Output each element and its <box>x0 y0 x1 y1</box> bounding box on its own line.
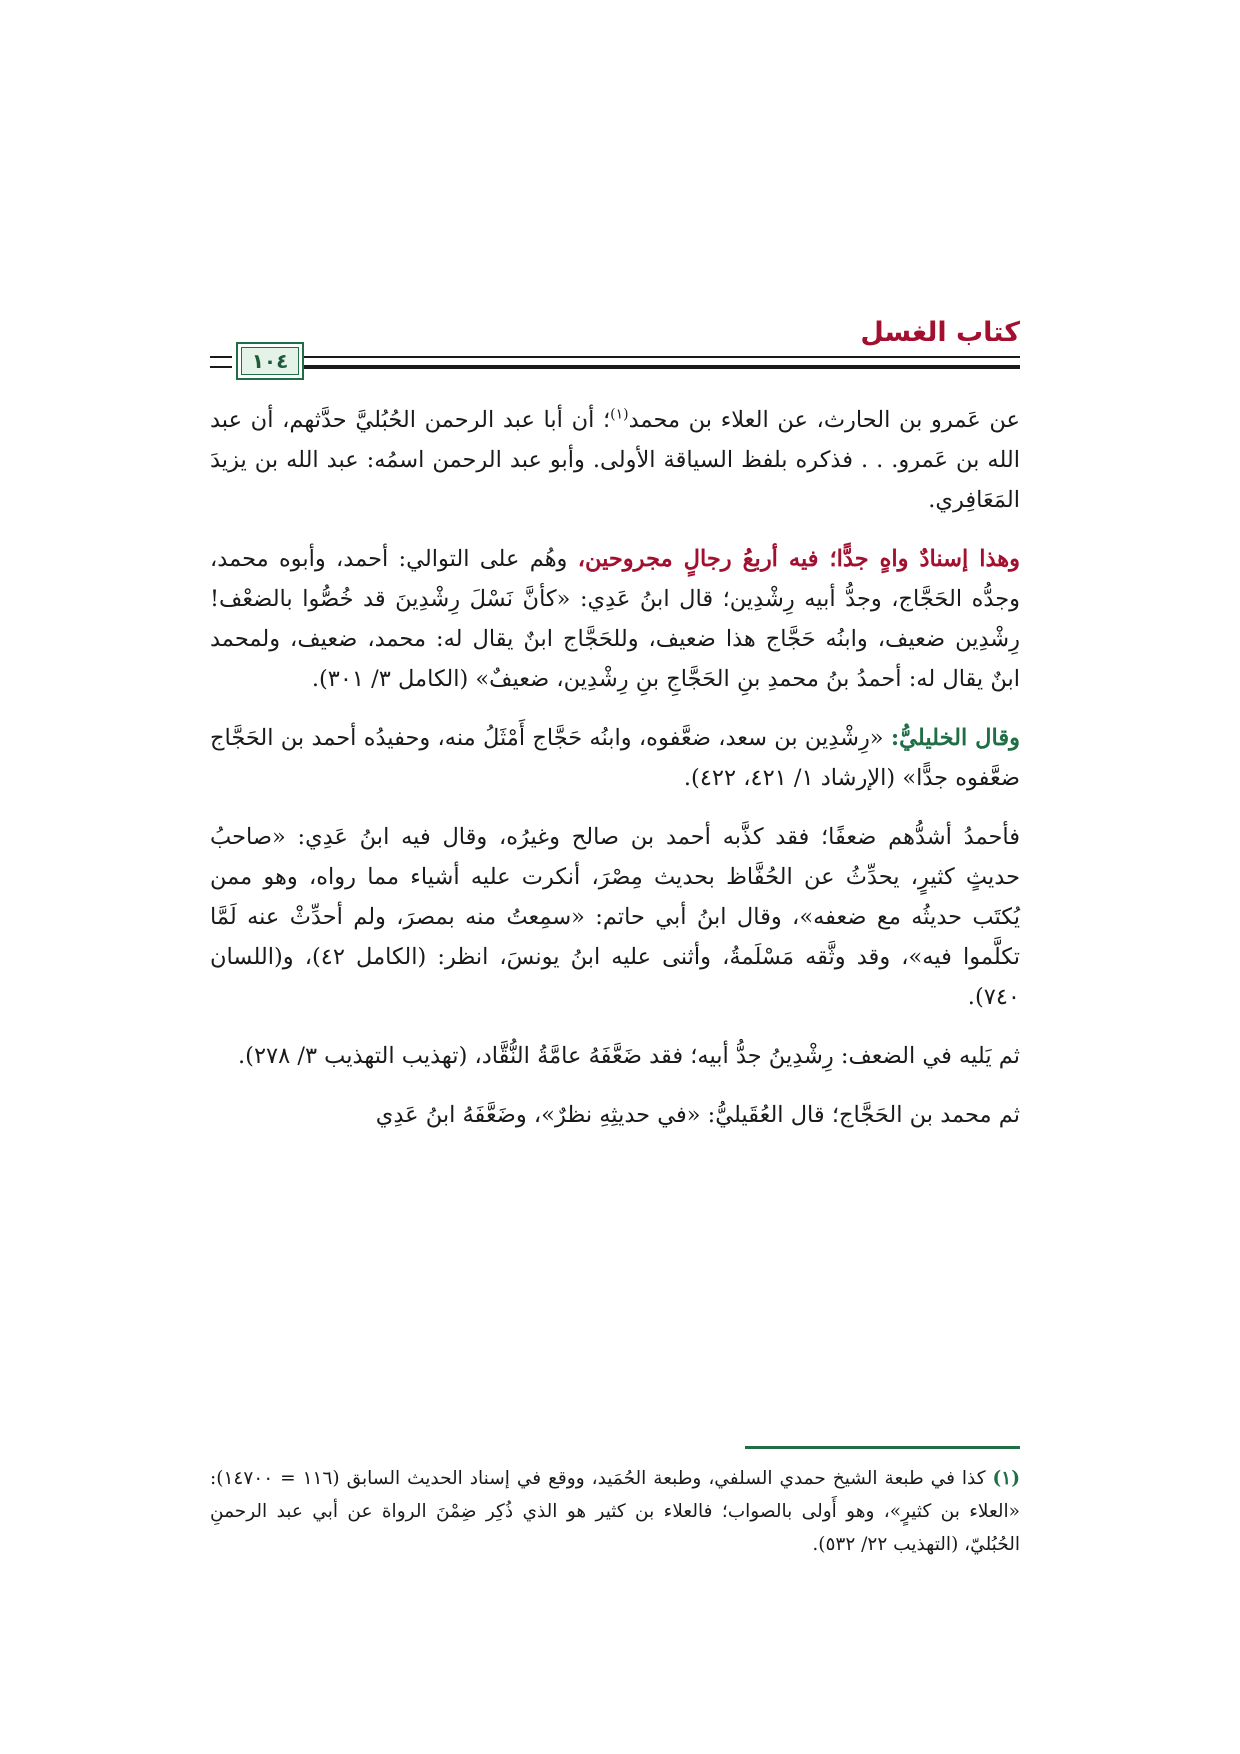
page-number-frame <box>236 342 304 380</box>
page-number: ١٠٤ <box>251 349 289 373</box>
paragraph-1-end: ؛ أن أبا عبد الرحمن الحُبُليَّ حدَّثهم، أن عبد الله بن عَمرو. . . فذكره بلفظ السياقة الأولى. وأبو عبد الرحمن اسمُه: عبد الله بن يزيدَ المَعَافِري. <box>210 407 1020 513</box>
paragraph-3-text: «رِشْدِين بن سعد، ضعَّفوه، وابنُه حَجَّاج أَمْثَلُ منه، وحفيدُه أحمد بن الحَجَّاج ضعَّفوه جدًّا» (الإرشاد ١/ ٤٢١، ٤٢٢). <box>210 725 1020 791</box>
paragraph-4: فأحمدُ أشدُّهم ضعفًا؛ فقد كذَّبه أحمد بن صالح وغيرُه، وقال فيه ابنُ عَدِي: «صاحبُ حديثٍ كثيرٍ، يحدِّثُ عن الحُفَّاظ بحديث مِصْرَ، أنكرت عليه أشياء مما رواه، وهو ممن يُكتَب حديثُه مع ضعفه»، وقال ابنُ أبي حاتم: «سمِعتُ منه بمصرَ، ولم أحدِّثْ عنه لَمَّا تكلَّموا فيه»، وقد وثَّقه مَسْلَمةُ، وأثنى عليه ابنُ يونسَ، انظر: (الكامل ٤٢)، و(اللسان ٧٤٠). <box>210 824 1020 1010</box>
footnote-1 <box>210 1462 1020 1561</box>
paragraph-6: ثم محمد بن الحَجَّاج؛ قال العُقَيليُّ: «في حديثِهِ نظرٌ»، وضَعَّفَهُ ابنُ عَدِي <box>375 1102 1020 1128</box>
header-rule-left-bottom <box>210 366 232 368</box>
paragraph-3 <box>210 718 1020 798</box>
footnote-divider <box>745 1446 1020 1449</box>
isnad-verdict-highlight: وهذا إسنادٌ واهٍ جدًّا؛ فيه أربعُ رجالٍ مجروحين، <box>577 546 1020 572</box>
header-rule-left-top <box>210 356 232 358</box>
khalili-highlight: وقال الخليليُّ: <box>890 725 1020 751</box>
paragraph-1-start: عن عَمرو بن الحارث، عن العلاء بن محمد <box>628 407 1020 433</box>
page-header <box>210 318 1020 380</box>
book-title: كتاب الغسل <box>860 317 1020 348</box>
footnote-reference: (١) <box>610 406 629 423</box>
paragraph-2-text: وهُم على التوالي: أحمد، وأبوه محمد، وجدُّه الحَجَّاج، وجدُّ أبيه رِشْدِين؛ قال ابنُ عَدِي: «كأنَّ نَسْلَ رِشْدِينَ قد خُصُّوا بالضعْف! رِشْدِين ضعيف، وابنُه حَجَّاج هذا ضعيف، وللحَجَّاج ابنٌ يقال له: محمد، ضعيف، ولمحمد ابنٌ يقال له: أحمدُ بنُ محمدِ بنِ الحَجَّاجِ بنِ رِشْدِين، ضعيفٌ» (الكامل ٣/ ٣٠١). <box>210 546 1020 692</box>
paragraph-5: ثم يَليه في الضعف: رِشْدِينُ جدُّ أبيه؛ فقد ضَعَّفَهُ عامَّةُ النُّقَّاد، (تهذيب التهذيب ٣/ ٢٧٨). <box>238 1043 1020 1069</box>
header-rule-right-top <box>304 356 1020 358</box>
paragraph-2 <box>210 539 1020 699</box>
footnote-marker: (١) <box>992 1468 1020 1489</box>
footnote-text: كذا في طبعة الشيخ حمدي السلفي، وطبعة الحُمَيد، ووقع في إسناد الحديث السابق (١١٦ = ١٤٧٠٠): «العلاء بن كثيرٍ»، وهو أَولى بالصواب؛ فالعلاء بن كثير هو الذي ذُكِر ضِمْنَ الرواة عن أبي عبد الرحمنِ الحُبُليّ، (التهذيب ٢٢/ ٥٣٢). <box>210 1468 1020 1555</box>
main-text <box>210 400 1020 1154</box>
paragraph-1 <box>210 400 1020 520</box>
header-rule-right-bottom <box>304 365 1020 369</box>
